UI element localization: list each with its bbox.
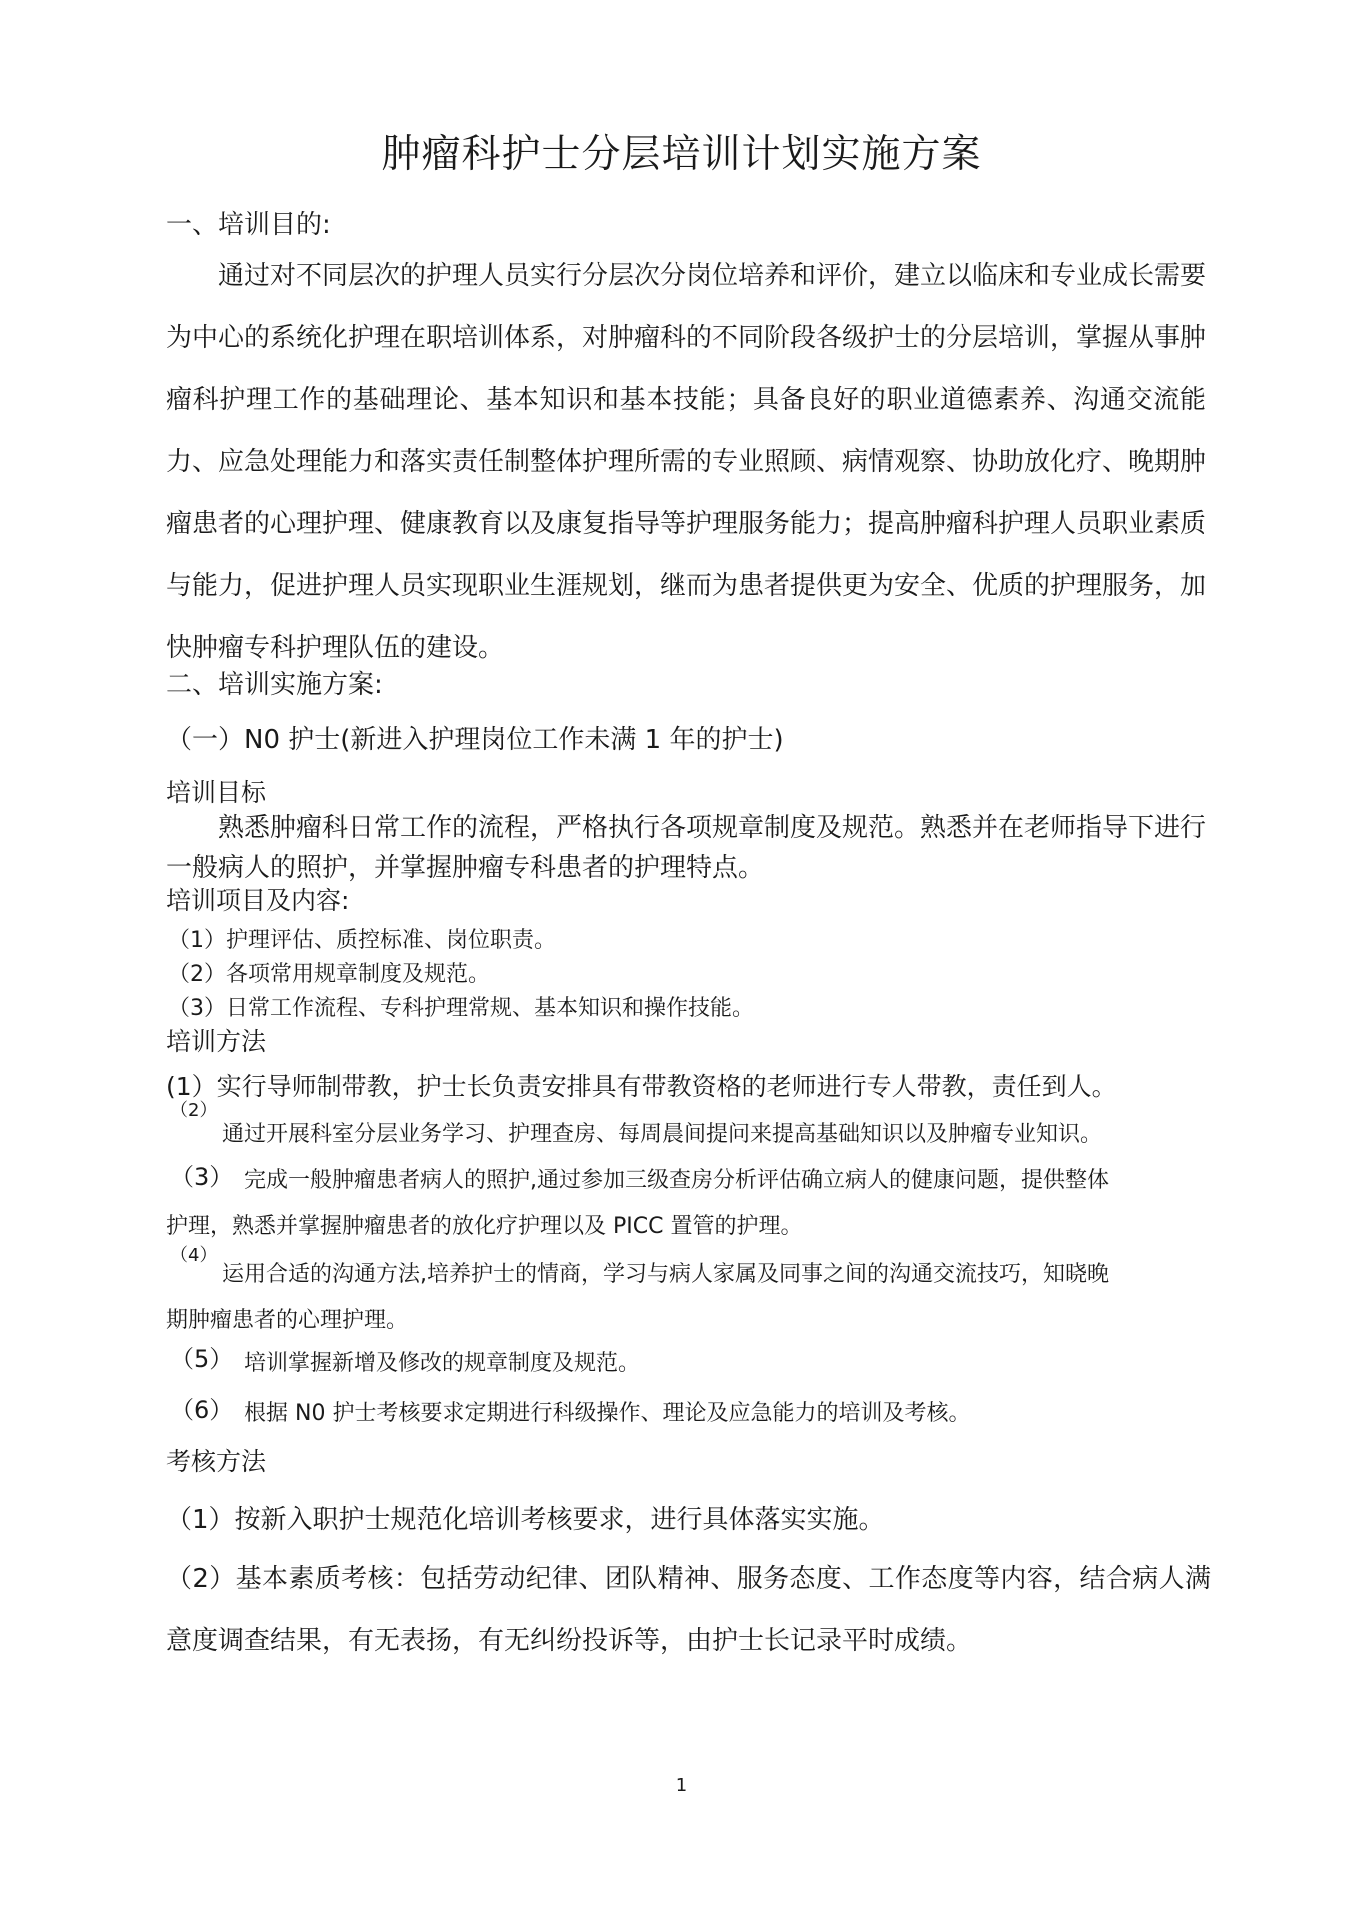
document-title: 肿瘤科护士分层培训计划实施方案	[381, 132, 982, 177]
page-number: 1	[675, 1775, 688, 1796]
purpose-paragraph: 通过对不同层次的护理人员实行分层次分岗位培养和评价，建立以临床和专业成长需要为中心的系统化护理在职培训体系，对肿瘤科的不同阶段各级护士的分层培训，掌握从事肿瘤科护理工作的基础理论、基本知识和基本技能；具备良好的职业道德素养、沟通交流能力、应急处理能力和落实责任制整体护理所需的专业照顾、病情观察、协助放化疗、晚期肿瘤患者的心理护理、健康教育以及康复指导等护理服务能力；提高肿瘤科护理人员职业素质与能力，促进护理人员实现职业生涯规划，继而为患者提供更为安全、优质的护理服务，加快肿瘤专科护理队伍的建设。	[166, 261, 1207, 663]
training-method-6-number: （6）	[170, 1396, 234, 1424]
training-method-4-number: （4）	[170, 1245, 218, 1266]
training-method-heading: 培训方法	[166, 1027, 267, 1056]
training-goal-text: 熟悉肿瘤科日常工作的流程，严格执行各项规章制度及规范。熟悉并在老师指导下进行一般病人的照护，并掌握肿瘤专科患者的护理特点。	[166, 813, 1207, 883]
training-method-5-number: （5）	[170, 1345, 234, 1373]
training-method-3-text: 完成一般肿瘤患者病人的照护,通过参加三级查房分析评估确立病人的健康问题，提供整体	[244, 1168, 1109, 1193]
section-heading-purpose: 一、培训目的:	[166, 210, 331, 240]
training-item-3: （3）日常工作流程、专科护理常规、基本知识和操作技能。	[168, 996, 754, 1021]
training-method-2-text: 通过开展科室分层业务学习、护理查房、每周晨间提问来提高基础知识以及肿瘤专业知识。	[222, 1122, 1103, 1147]
exam-method-2: （2）基本素质考核：包括劳动纪律、团队精神、服务态度、工作态度等内容，结合病人满意度调查结果，有无表扬，有无纠纷投诉等，由护士长记录平时成绩。	[166, 1564, 1211, 1656]
exam-method-1: （1）按新入职护士规范化培训考核要求，进行具体落实实施。	[166, 1505, 885, 1535]
exam-method-heading: 考核方法	[166, 1447, 267, 1476]
training-method-1: (1）实行导师制带教，护士长负责安排具有带教资格的老师进行专人带教，责任到人。	[166, 1072, 1117, 1101]
training-item-1: （1）护理评估、质控标准、岗位职责。	[168, 928, 556, 953]
training-method-4-continuation: 期肿瘤患者的心理护理。	[166, 1308, 409, 1333]
section-heading-plan: 二、培训实施方案:	[166, 670, 383, 700]
training-method-3-number: （3）	[170, 1163, 234, 1191]
training-items-heading: 培训项目及内容:	[166, 886, 350, 915]
subsection-heading-n0: （一）N0 护士(新进入护理岗位工作未满 1 年的护士)	[166, 725, 784, 755]
training-method-4-text: 运用合适的沟通方法,培养护士的情商，学习与病人家属及同事之间的沟通交流技巧，知晓晚	[222, 1262, 1109, 1287]
training-item-2: （2）各项常用规章制度及规范。	[168, 962, 490, 987]
training-method-2-number: （2）	[170, 1100, 218, 1121]
training-method-5-text: 培训掌握新增及修改的规章制度及规范。	[244, 1351, 641, 1376]
training-method-6-text: 根据 N0 护士考核要求定期进行科级操作、理论及应急能力的培训及考核。	[244, 1401, 971, 1426]
training-method-3-continuation: 护理，熟悉并掌握肿瘤患者的放化疗护理以及 PICC 置管的护理。	[166, 1214, 803, 1239]
training-goal-heading: 培训目标	[166, 778, 267, 807]
